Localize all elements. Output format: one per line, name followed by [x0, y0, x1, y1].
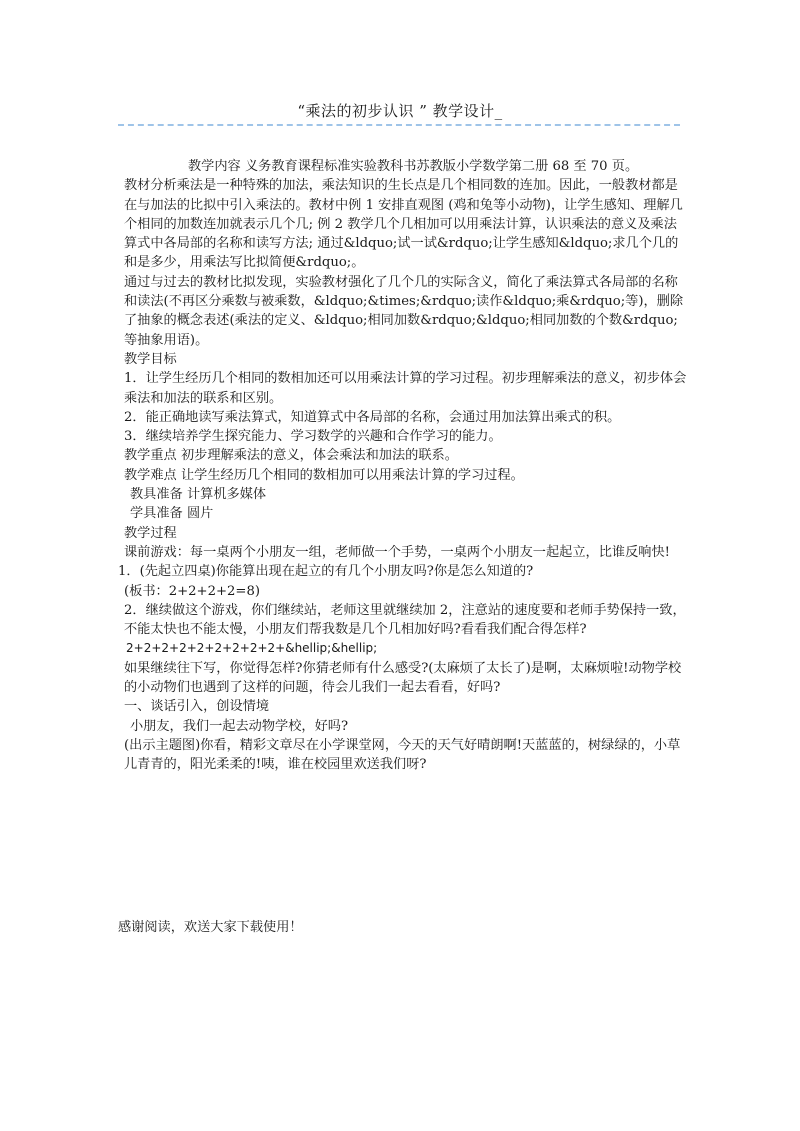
process-step-2: 2．继续做这个游戏，你们继续站，老师这里就继续加 2，注意站的速度要和老师手势保持一致，不能太快也不能太慢，小朋友们帮我数是几个几相加好吗?看看我们配合得怎样?	[124, 602, 686, 638]
paragraph-material-analysis: 教材分析乘法是一种特殊的加法，乘法知识的生长点是几个相同数的连加。因此，一般教材都是在与加法的比拟中引入乘法的。教材中例 1 安排直观图 (鸡和兔等小动物)，让学生感知、理解几个相同的加数连加就表示几个几; 例 2 教学几个几相加可以用乘法计算，认识乘法的意义及乘法算式中各局部的名称和读写方法; 通过&ldquo;试一试&rdquo;让学生感知&ldquo;求几个几的和是多少，用乘法写比拟简便&rdquo;。	[124, 178, 683, 271]
goal-item-1: 1．让学生经历几个相同的数相加还可以用乘法计算的学习过程。初步理解乘法的意义，初步体会乘法和加法的联系和区别。	[124, 371, 687, 406]
paragraph-teaching-aids: 教具准备 计算机多媒体	[130, 487, 267, 503]
goal-item-3: 3．继续培养学生探究能力、学习数学的兴趣和合作学习的能力。	[124, 429, 502, 445]
process-step-1: 1．(先起立四桌)你能算出现在起立的有几个小朋友吗?你是怎么知道的?	[118, 564, 534, 580]
document-title: “乘法的初步认识 ” 教学设计_	[297, 102, 503, 120]
paragraph-difficulty: 教学难点 让学生经历几个相同的数相加可以用乘法计算的学习过程。	[124, 467, 524, 483]
paragraph-theme-picture: (出示主题图)你看，精彩文章尽在小学课堂网，今天的天气好晴朗啊!天蓝蓝的，树绿绿的，小草儿青青的，阳光柔柔的!咦，谁在校园里欢送我们呀?	[124, 737, 681, 773]
document-body	[118, 157, 690, 775]
footer-thanks: 感谢阅读，欢送大家下载使用！	[118, 920, 303, 935]
addition-sequence: 2+2+2+2+2+2+2+2+2+&hellip;&hellip;	[126, 641, 378, 656]
board-writing: (板书：2+2+2+2=8)	[124, 583, 261, 599]
heading-section-one: 一、谈话引入，创设情境	[124, 699, 270, 715]
title-divider	[118, 124, 680, 126]
heading-teaching-goals: 教学目标	[124, 351, 177, 367]
paragraph-key-point: 教学重点 初步理解乘法的意义，体会乘法和加法的联系。	[124, 448, 458, 464]
paragraph-teaching-content: 教学内容 义务教育课程标准实验教科书苏教版小学数学第二册 68 至 70 页。	[188, 159, 639, 174]
paragraph-student-aids: 学具准备 圆片	[130, 506, 214, 522]
paragraph-warmup-game: 课前游戏：每一桌两个小朋友一组，老师做一个手势，一桌两个小朋友一起起立，比谁反响快!	[124, 544, 670, 560]
paragraph-invitation: 小朋友，我们一起去动物学校，好吗?	[130, 718, 349, 734]
goal-item-2: 2．能正确地读写乘法算式，知道算式中各局部的名称，会通过用加法算出乘式的积。	[124, 409, 621, 425]
heading-teaching-process: 教学过程	[124, 525, 177, 541]
paragraph-comparison: 通过与过去的教材比拟发现，实验教材强化了几个几的实际含义，简化了乘法算式各局部的名称和读法(不再区分乘数与被乘数，&ldquo;&times;&rdquo;读作&ldquo;乘&rdquo;等)，删除了抽象的概念表述(乘法的定义、&ldquo;相同加数&rdquo;&ldquo;相同加数的个数&rdquo;等抽象用语)。	[124, 274, 684, 348]
paragraph-continue: 如果继续往下写，你觉得怎样?你猜老师有什么感受?(太麻烦了太长了)是啊，太麻烦啦!动物学校的小动物们也遇到了这样的问题，待会儿我们一起去看看，好吗?	[124, 660, 682, 696]
